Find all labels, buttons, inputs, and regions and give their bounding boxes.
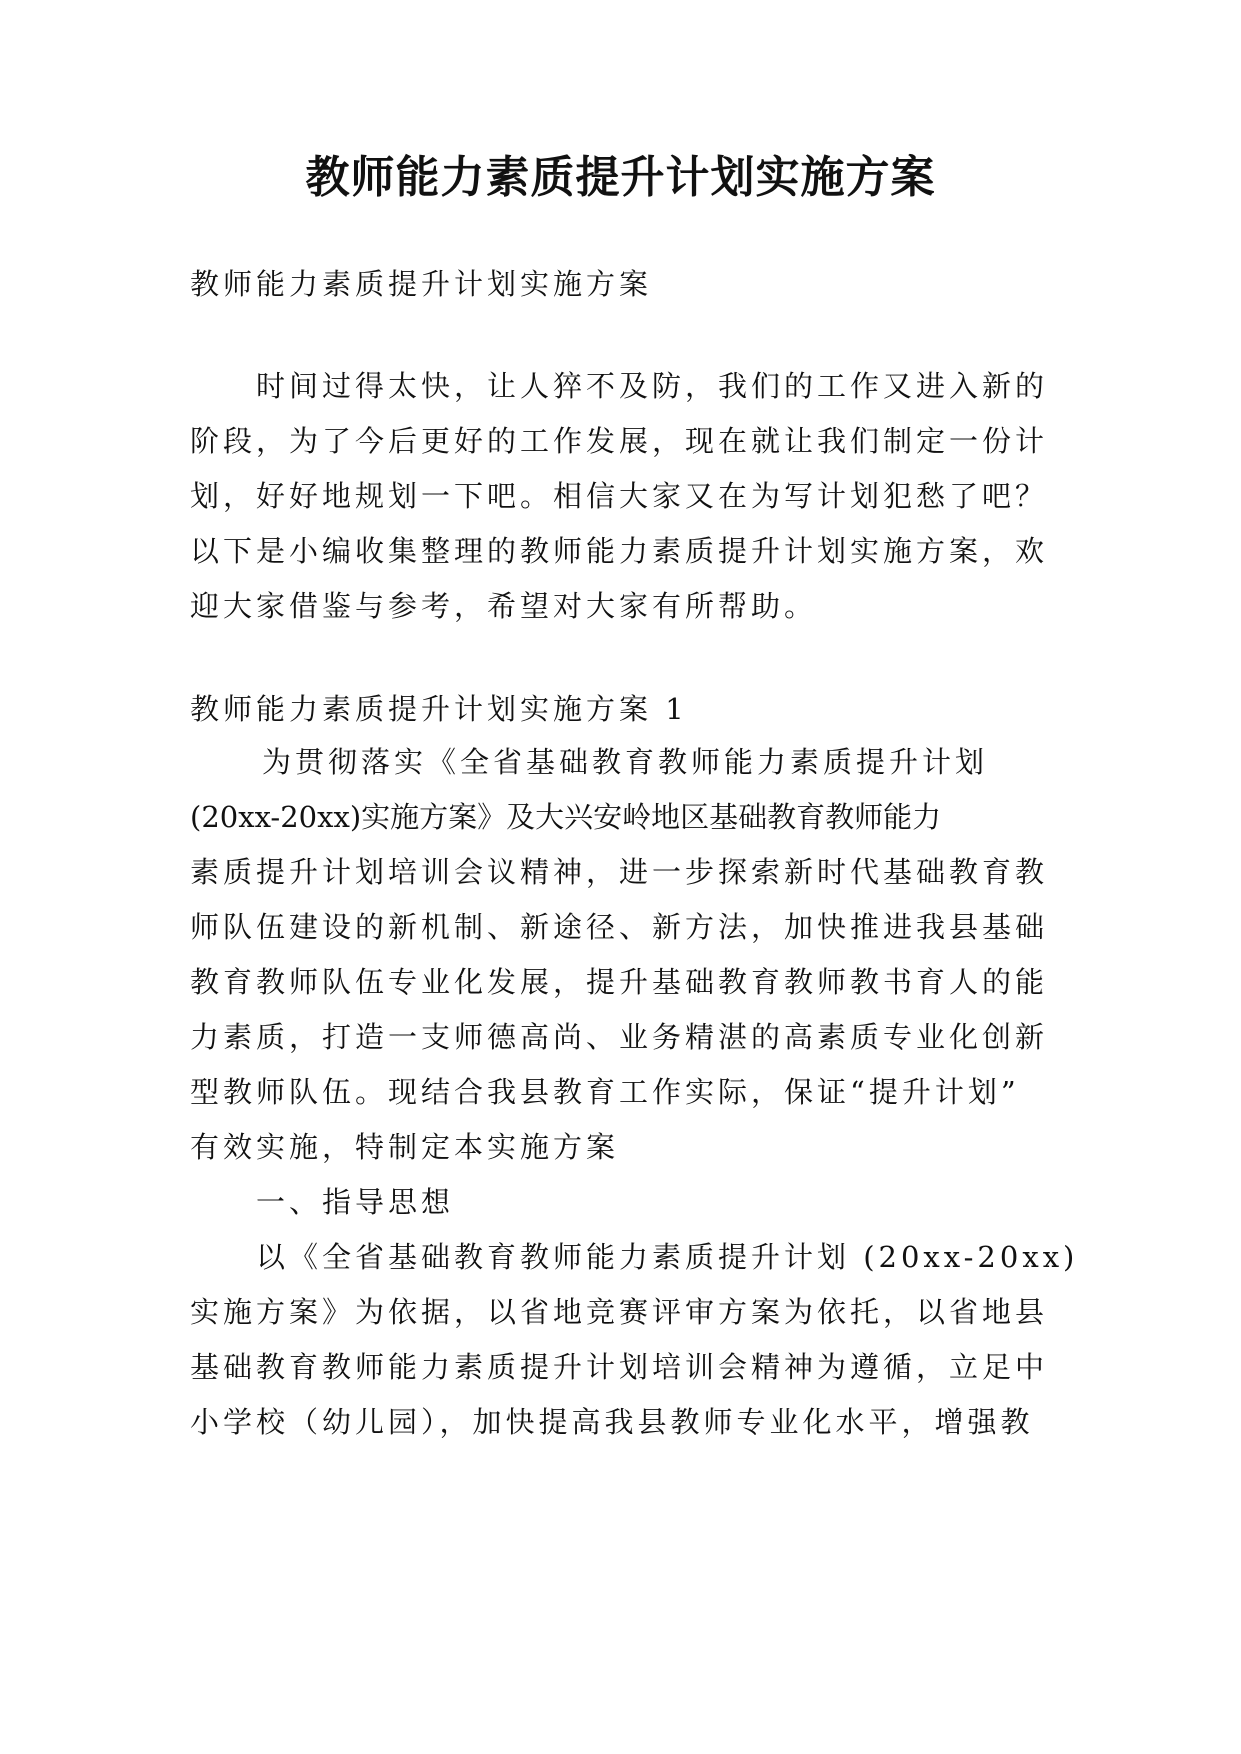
intro-line: 以下是小编收集整理的教师能力素质提升计划实施方案，欢	[190, 534, 1049, 568]
document-title: 教师能力素质提升计划实施方案	[305, 152, 936, 203]
guiding-line: 以《全省基础教育教师能力素质提升计划 (20xx-20xx)	[256, 1240, 1079, 1274]
guiding-line: 小学校（幼儿园），加快提高我县教师专业化水平，增强教	[190, 1405, 1034, 1439]
section-line: 教育教师队伍专业化发展，提升基础教育教师教书育人的能	[190, 965, 1049, 999]
section-line: (20xx-20xx)实施方案》及大兴安岭地区基础教育教师能力	[190, 800, 942, 834]
intro-line: 迎大家借鉴与参考，希望对大家有所帮助。	[190, 589, 818, 623]
section-line: 有效实施，特制定本实施方案	[190, 1130, 620, 1164]
heading-guiding-thought: 一、指导思想	[256, 1185, 455, 1219]
guiding-line: 基础教育教师能力素质提升计划培训会精神为遵循，立足中	[190, 1350, 1049, 1384]
section-title: 教师能力素质提升计划实施方案 1	[190, 692, 688, 726]
section-line: 为贯彻落实《全省基础教育教师能力素质提升计划	[262, 745, 989, 779]
section-line: 型教师队伍。现结合我县教育工作实际，保证“提升计划”	[190, 1075, 1020, 1109]
intro-line: 阶段，为了今后更好的工作发展，现在就让我们制定一份计	[190, 424, 1049, 458]
section-line: 力素质，打造一支师德高尚、业务精湛的高素质专业化创新	[190, 1020, 1049, 1054]
intro-line: 时间过得太快，让人猝不及防，我们的工作又进入新的	[256, 369, 1049, 403]
section-line: 素质提升计划培训会议精神，进一步探索新时代基础教育教	[190, 855, 1049, 889]
document-subtitle: 教师能力素质提升计划实施方案	[190, 267, 653, 301]
guiding-line: 实施方案》为依据，以省地竞赛评审方案为依托，以省地县	[190, 1295, 1049, 1329]
section-line: 师队伍建设的新机制、新途径、新方法，加快推进我县基础	[190, 910, 1049, 944]
intro-line: 划，好好地规划一下吧。相信大家又在为写计划犯愁了吧？	[190, 479, 1049, 513]
